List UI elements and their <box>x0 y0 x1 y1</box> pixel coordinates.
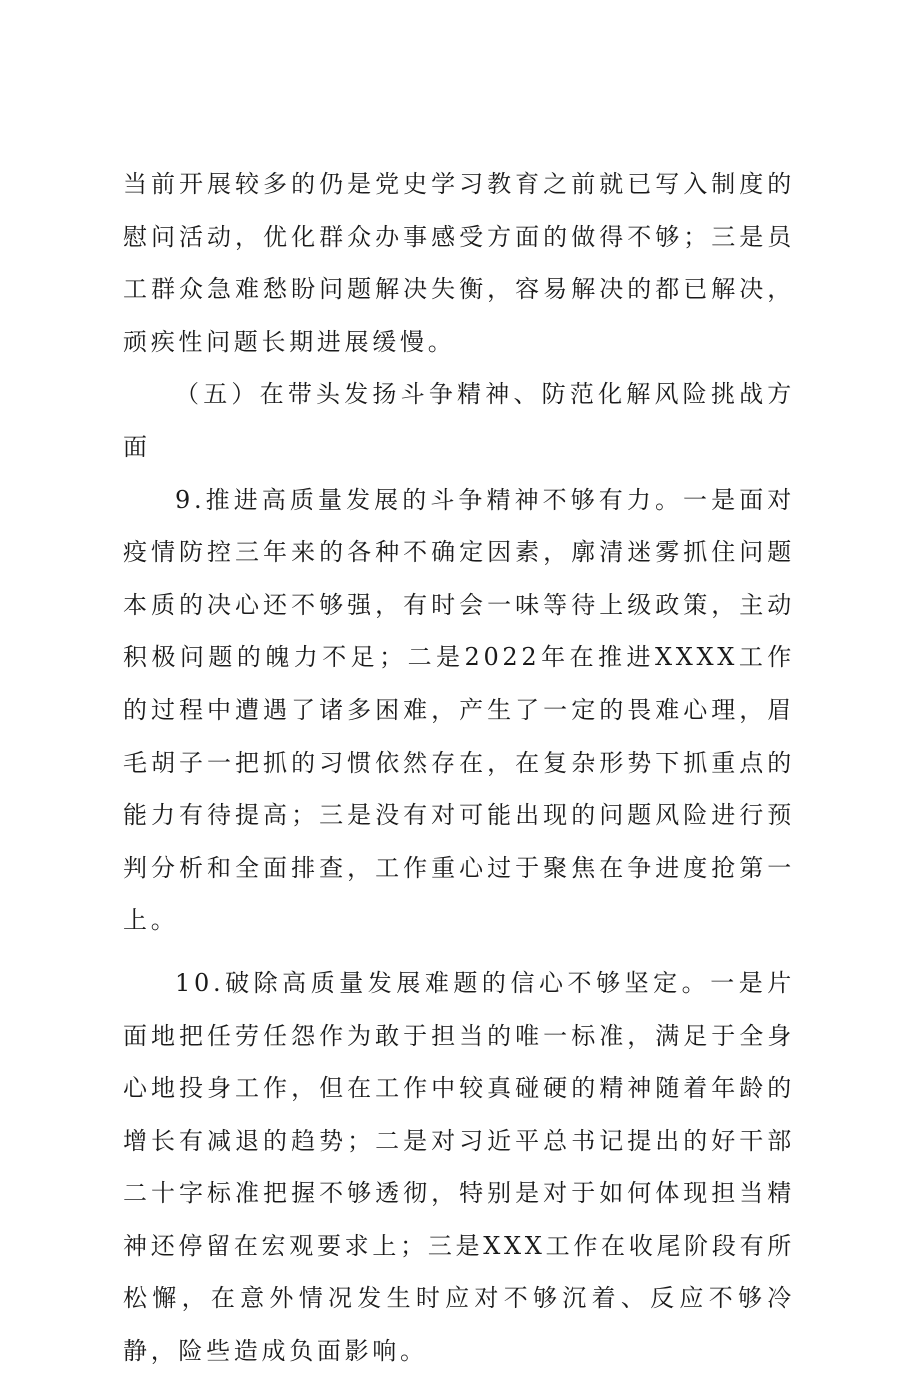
section-heading: （五）在带头发扬斗争精神、防范化解风险挑战方面 <box>123 380 795 461</box>
paragraph-item-9: 9.推进高质量发展的斗争精神不够有力。一是面对疫情防控三年来的各种不确定因素，廓清迷雾抓住问题本质的决心还不够强，有时会一味等待上级政策，主动积极问题的魄力不足；二是2022年在推进XXXX工作的过程中遭遇了诸多困难，产生了一定的畏难心理，眉毛胡子一把抓的习惯依然存在，在复杂形势下抓重点的能力有待提高；三是没有对可能出现的问题风险进行预判分析和全面排查，工作重心过于聚焦在争进度抢第一上。 <box>123 485 795 935</box>
paragraph-item-10: 10.破除高质量发展难题的信心不够坚定。一是片面地把任劳任怨作为敢于担当的唯一标准，满足于全身心地投身工作，但在工作中较真碰硬的精神随着年龄的增长有减退的趋势；二是对习近平总书记提出的好干部二十字标准把握不够透彻，特别是对于如何体现担当精神还停留在宏观要求上；三是XXX工作在收尾阶段有所松懈，在意外情况发生时应对不够沉着、反应不够冷静，险些造成负面影响。 <box>123 968 795 1366</box>
document-body <box>123 158 795 1378</box>
paragraph-continuation: 当前开展较多的仍是党史学习教育之前就已写入制度的慰问活动，优化群众办事感受方面的做得不够；三是员工群众急难愁盼问题解决失衡，容易解决的都已解决，顽疾性问题长期进展缓慢。 <box>123 170 795 356</box>
